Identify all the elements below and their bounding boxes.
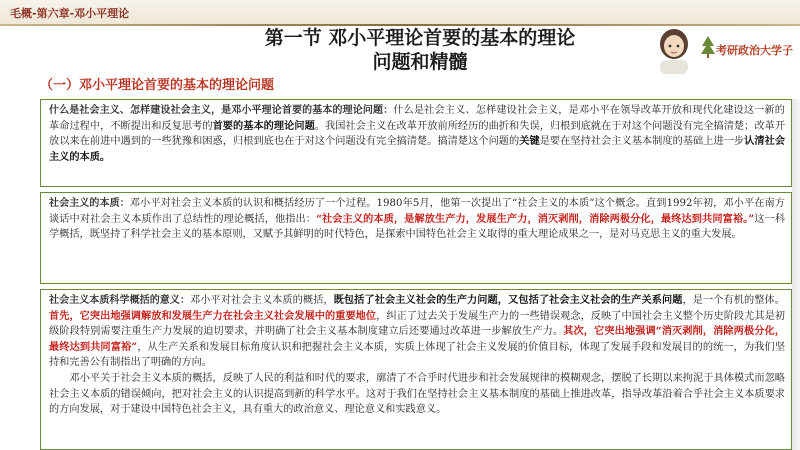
box-bold-text: 首要的基本的理论问题: [212, 119, 315, 132]
content-box-significance: [40, 289, 792, 450]
box-text: ，从生产关系和发展目标角度认识和把握社会主义本质，实质上体现了社会主义发展的价值目标，体现了发展手段和发展目的的统一，为我们坚持和完善公有制指出了明确的方向。: [49, 341, 786, 369]
section-heading: （一）邓小平理论首要的基本的理论问题: [40, 78, 275, 93]
box-bold-text: 既包括了社会主义社会的生产力问题，又包括了社会主义社会的生产关系问题: [333, 294, 683, 306]
logo-text: 考研政治大学子: [716, 44, 793, 57]
box-text: 什么是社会主义、怎样建设社会主义，是邓小平在领导改革开放和现代化建设这一新的革命过程中，不断提出和反复思考的: [49, 105, 785, 132]
box-bold-text: 关键: [519, 135, 540, 148]
tree-logo-icon: [698, 34, 718, 58]
box-text: ，是一个有机的整体。: [682, 295, 786, 306]
box-red-text: 首先，它突出地强调解放和发展生产力在社会主义社会发展中的重要地位: [49, 309, 377, 322]
box-paragraph-1: [49, 293, 785, 371]
box-red-quote: “社会主义的本质，是解放生产力，发展生产力，消灭剥削，消除两极分化，最终达到共同富裕。”: [316, 212, 755, 225]
box-lead: 社会主义的本质：: [49, 198, 130, 209]
box-text: 。我国社会主义在改革开放前所经历的曲折和失误，归根到底就在于对这个问题没有完全搞清楚；改革开放以来在前进中遇到的一些犹豫和困惑，归根到底也在于对这个问题没有完全搞清楚。搞清楚这个问题的: [49, 120, 786, 148]
box-paragraph-2: 邓小平关于社会主义本质的概括，反映了人民的利益和时代的要求，廓清了不合乎时代进步和社会发展规律的模糊观念，摆脱了长期以来拘泥于具体模式而忽略社会主义本质的错误倾向，把对社会主义的认识提高到新的科学水平。这对于我们在坚持社会主义基本制度的基础上推进改革，指导改革沿着合乎社会主义本质要求的方向发展，对于建设中国特色社会主义，具有重大的政治意义、理论意义和实践意义。: [49, 372, 785, 416]
box-text: 邓小平对社会主义本质的概括，: [190, 295, 334, 306]
page-edge-shadow: [792, 99, 800, 450]
box-text: 是要在坚持社会主义基本制度的基础上进一步: [539, 136, 745, 148]
box-red-text: 其次，它突出地强调“消灭剥削，消除两极分化，最终达到共同富裕”: [49, 325, 786, 353]
box-text: 邓小平对社会主义本质的认识和概括经历了一个过程。1980年5月，他第一次提出了“社会主义的本质”这个概念。直到1992年初，邓小平在南方谈话中对社会主义本质作出了总结性的理论概括，他指出：: [49, 198, 785, 225]
box-bold-text: 认清社会主义的本质。: [49, 135, 786, 163]
page-title-line1: 第一节 邓小平理论首要的基本的理论: [264, 27, 576, 49]
box-lead: 社会主义本质科学概括的意义：: [49, 295, 191, 306]
page-title-line2: 问题和精髓: [372, 51, 468, 73]
brand-logo: [648, 24, 798, 76]
avatar-icon: [652, 26, 696, 74]
page-title: [210, 26, 630, 74]
box-text: ，纠正了过去关于发展生产力的一些错误观念，反映了中国社会主义整个历史阶段尤其是初级阶段特别需要注重生产力发展的迫切要求，并明确了社会主义基本制度建立后还要通过改革进一步解放生产力。: [49, 310, 785, 338]
box-lead: 什么是社会主义、怎样建设社会主义，是邓小平理论首要的基本的理论问题：: [49, 105, 394, 116]
box-text: 这一科学概括，既坚持了科学社会主义的基本原则，又赋予其鲜明的时代特色，是探索中国特色社会主义取得的重大理论成果之一，是对马克思主义的重大发展。: [49, 213, 786, 241]
breadcrumb: 毛概-第六章-邓小平理论: [10, 7, 130, 20]
content-box-essence: [40, 192, 792, 284]
content-box-basic-question: [40, 99, 792, 187]
